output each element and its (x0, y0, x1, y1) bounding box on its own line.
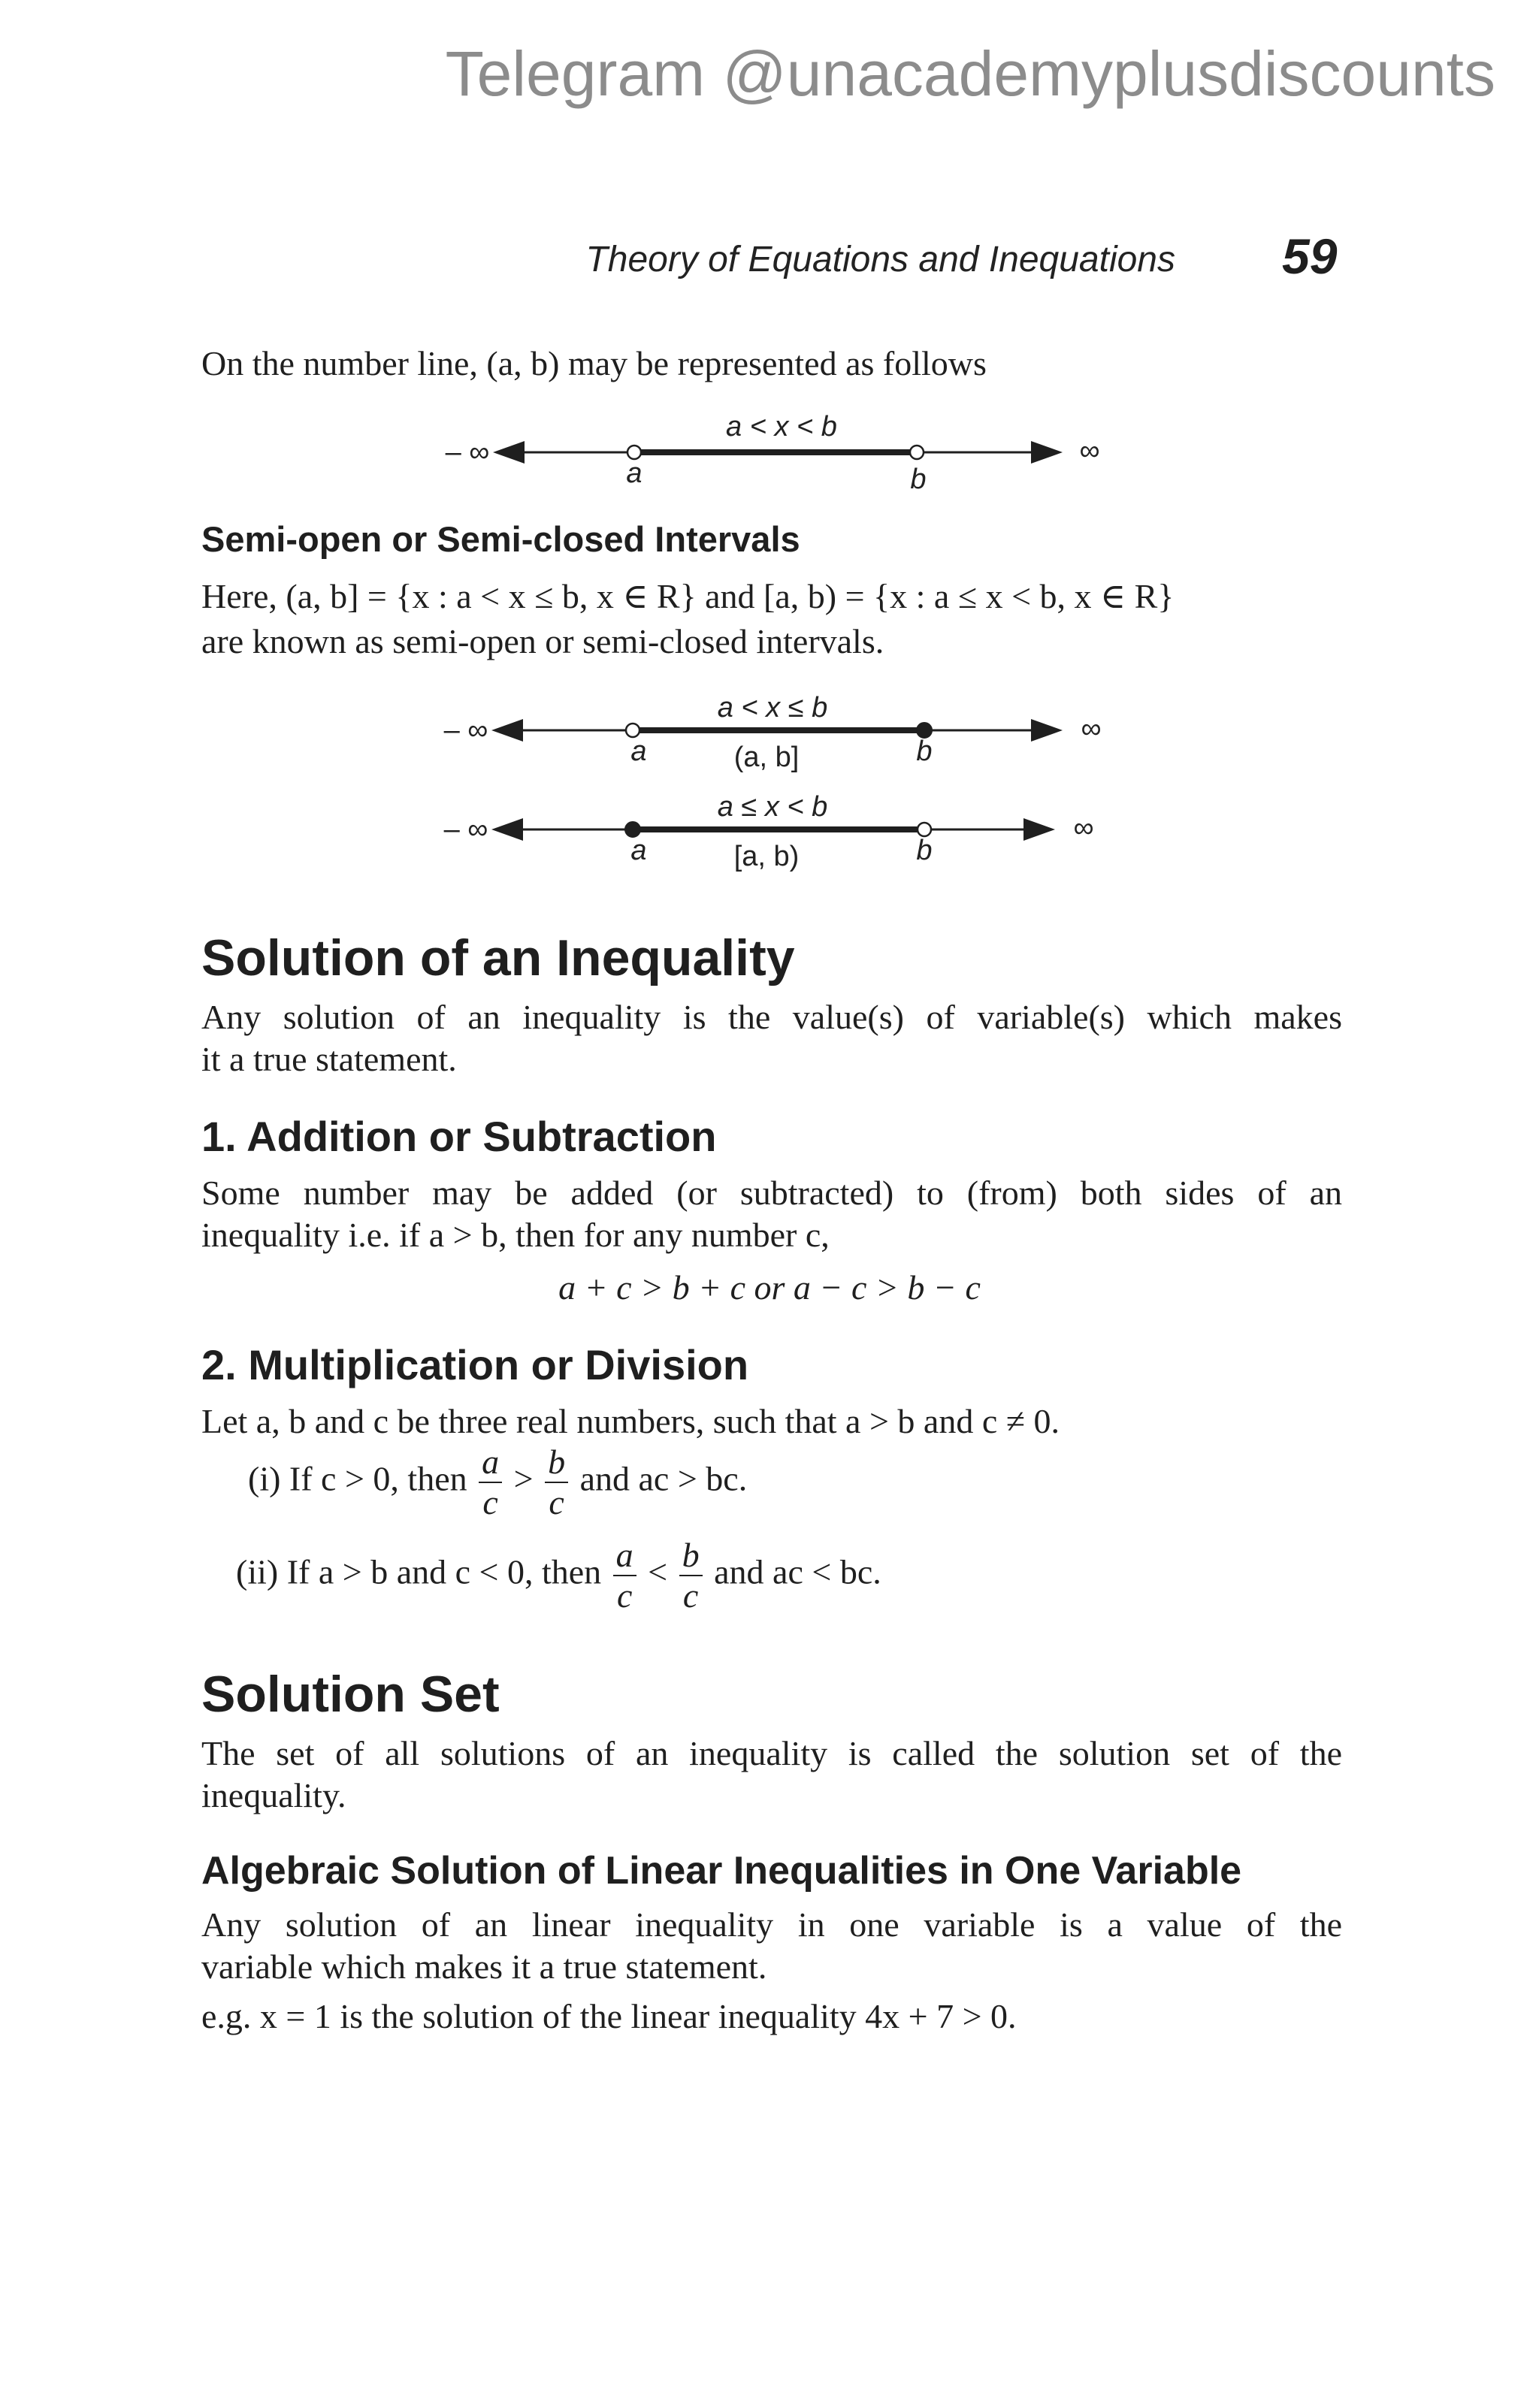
case-suffix: and ac < bc. (714, 1552, 881, 1591)
paragraph-line: it a true statement. (201, 1040, 457, 1078)
page-number: 59 (1282, 228, 1338, 284)
denominator: c (682, 1576, 699, 1615)
semi-open-definition-line: are known as semi-open or semi-closed intervals. (201, 622, 884, 660)
watermark: Telegram @unacademyplusdiscounts (445, 38, 1495, 109)
fraction (479, 1443, 502, 1522)
open-point-b (910, 446, 924, 459)
paragraph-line: The set of all solutions of an inequality is called the solution set of the (201, 1734, 1342, 1772)
subsection-heading: 1. Addition or Subtraction (201, 1113, 717, 1160)
point-a-label: a (630, 736, 647, 767)
numerator: b (679, 1536, 703, 1576)
pos-infinity-label: ∞ (1073, 812, 1094, 844)
section-heading: Solution Set (201, 1666, 500, 1723)
case-ii-line (236, 1536, 881, 1615)
paragraph-line: inequality. (201, 1776, 346, 1814)
pos-infinity-label: ∞ (1081, 713, 1102, 745)
paragraph-line: variable which makes it a true statement. (201, 1947, 767, 1986)
fraction (679, 1536, 703, 1615)
comparison-operator: < (648, 1552, 668, 1591)
subsection-heading: Algebraic Solution of Linear Inequalities in One Variable (201, 1849, 1242, 1893)
point-a-label: a (630, 835, 647, 866)
paragraph-line: Any solution of an inequality is the value(s) of variable(s) which makes (201, 998, 1342, 1036)
fraction (613, 1536, 636, 1615)
left-open-number-line (444, 692, 1102, 773)
point-a-label: a (626, 458, 643, 489)
section-heading: Solution of an Inequality (201, 929, 795, 986)
neg-infinity-label: – ∞ (443, 715, 488, 746)
case-suffix: and ac > bc. (579, 1459, 748, 1498)
paragraph-line: Any solution of an linear inequality in one variable is a value of the (201, 1905, 1342, 1944)
condition-label: a < x ≤ b (717, 692, 828, 724)
addition-formula: a + c > b + c or a − c > b − c (558, 1268, 981, 1307)
neg-infinity-label: – ∞ (445, 437, 490, 468)
point-b-label: b (910, 464, 927, 495)
numerator: a (479, 1443, 502, 1483)
pos-infinity-label: ∞ (1079, 435, 1100, 467)
fraction (545, 1443, 568, 1522)
paragraph-line: inequality i.e. if a > b, then for any number c, (201, 1216, 830, 1254)
subsection-heading: 2. Multiplication or Division (201, 1341, 749, 1388)
point-b-label: b (916, 736, 933, 767)
denominator: c (482, 1483, 498, 1521)
denominator: c (616, 1576, 633, 1615)
interval-notation-label: (a, b] (733, 742, 800, 773)
semi-open-heading: Semi-open or Semi-closed Intervals (201, 519, 800, 559)
numerator: b (545, 1443, 568, 1483)
open-interval-number-line (446, 411, 1100, 495)
case-i-line (248, 1443, 747, 1522)
neg-infinity-label: – ∞ (443, 814, 488, 845)
numerator: a (613, 1536, 636, 1576)
right-open-number-line (444, 791, 1094, 872)
denominator: c (549, 1483, 564, 1521)
example-line: e.g. x = 1 is the solution of the linear inequality 4x + 7 > 0. (201, 1997, 1017, 2035)
case-prefix: (i) If c > 0, then (248, 1459, 467, 1498)
paragraph-line: Let a, b and c be three real numbers, such that a > b and c ≠ 0. (201, 1402, 1060, 1440)
case-prefix: (ii) If a > b and c < 0, then (236, 1552, 602, 1591)
point-b-label: b (916, 835, 933, 866)
condition-label: a ≤ x < b (717, 791, 828, 823)
interval-notation-label: [a, b) (733, 841, 800, 872)
paragraph-line: Some number may be added (or subtracted) to (from) both sides of an (201, 1174, 1342, 1212)
running-title: Theory of Equations and Inequations (585, 240, 1175, 279)
condition-label: a < x < b (726, 411, 837, 443)
comparison-operator: > (513, 1459, 534, 1498)
semi-open-definition-line: Here, (a, b] = {x : a < x ≤ b, x ∈ R} and [a, b) = {x : a ≤ x < b, x ∈ R} (201, 577, 1175, 615)
intro-paragraph: On the number line, (a, b) may be represented as follows (201, 344, 987, 382)
